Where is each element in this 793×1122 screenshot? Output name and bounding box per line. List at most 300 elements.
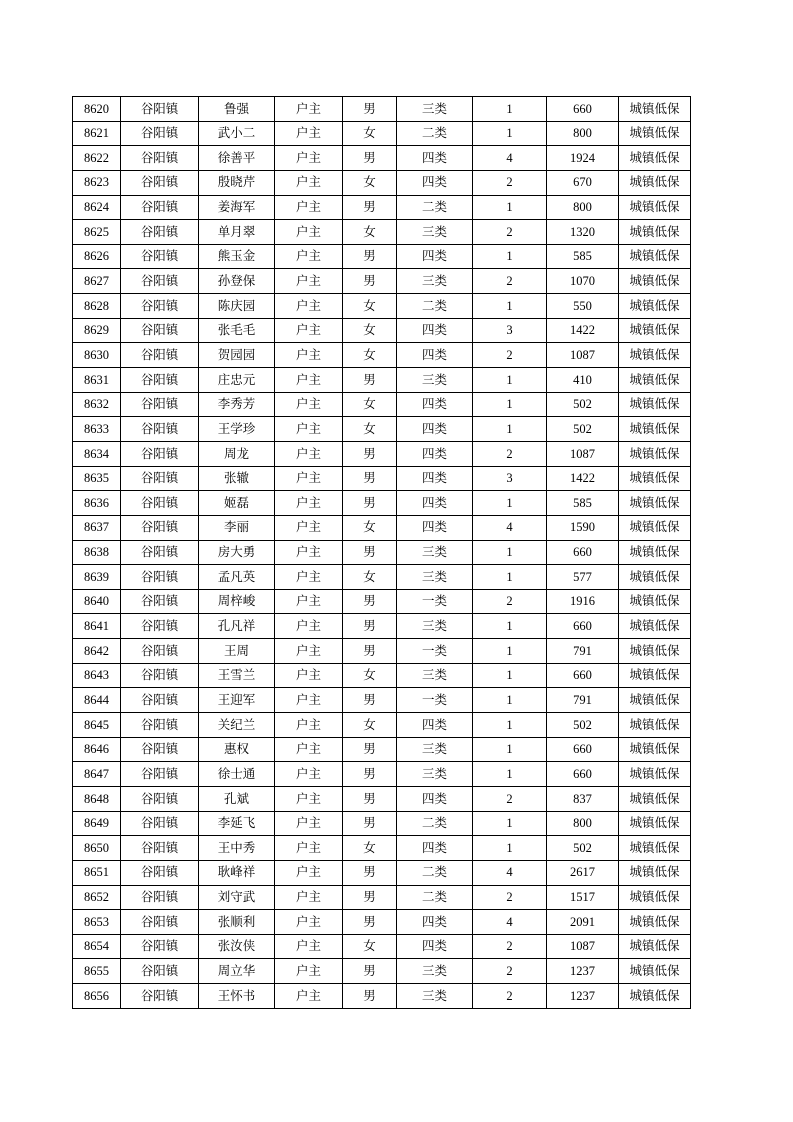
cell-gender: 男 [343,589,397,614]
cell-gender: 男 [343,860,397,885]
cell-name: 周龙 [199,441,275,466]
cell-relation: 户主 [275,639,343,664]
cell-category: 二类 [397,121,473,146]
cell-household-size: 2 [473,441,547,466]
cell-relation: 户主 [275,368,343,393]
cell-amount: 1087 [547,934,619,959]
table-row [73,146,691,171]
cell-household-size: 4 [473,146,547,171]
cell-category: 四类 [397,786,473,811]
cell-row-number: 8631 [73,368,121,393]
cell-amount: 1070 [547,269,619,294]
cell-amount: 577 [547,565,619,590]
cell-relation: 户主 [275,934,343,959]
cell-gender: 女 [343,121,397,146]
cell-assistance-type: 城镇低保 [619,737,691,762]
table-row [73,441,691,466]
table-row [73,688,691,713]
cell-relation: 户主 [275,885,343,910]
cell-amount: 2617 [547,860,619,885]
cell-category: 四类 [397,146,473,171]
cell-household-size: 2 [473,984,547,1009]
cell-amount: 791 [547,639,619,664]
cell-gender: 女 [343,713,397,738]
cell-town: 谷阳镇 [121,910,199,935]
cell-household-size: 1 [473,688,547,713]
cell-household-size: 1 [473,97,547,122]
cell-town: 谷阳镇 [121,713,199,738]
cell-row-number: 8648 [73,786,121,811]
cell-town: 谷阳镇 [121,417,199,442]
cell-household-size: 2 [473,786,547,811]
cell-relation: 户主 [275,441,343,466]
cell-row-number: 8633 [73,417,121,442]
table-row [73,170,691,195]
cell-assistance-type: 城镇低保 [619,565,691,590]
cell-amount: 502 [547,392,619,417]
cell-assistance-type: 城镇低保 [619,910,691,935]
cell-amount: 1087 [547,441,619,466]
cell-category: 四类 [397,910,473,935]
cell-assistance-type: 城镇低保 [619,515,691,540]
cell-town: 谷阳镇 [121,392,199,417]
cell-household-size: 1 [473,663,547,688]
cell-town: 谷阳镇 [121,565,199,590]
cell-town: 谷阳镇 [121,466,199,491]
cell-gender: 男 [343,639,397,664]
cell-relation: 户主 [275,170,343,195]
cell-name: 徐善平 [199,146,275,171]
cell-gender: 女 [343,515,397,540]
cell-row-number: 8634 [73,441,121,466]
cell-town: 谷阳镇 [121,343,199,368]
cell-amount: 791 [547,688,619,713]
cell-household-size: 1 [473,836,547,861]
cell-relation: 户主 [275,195,343,220]
cell-relation: 户主 [275,318,343,343]
cell-household-size: 2 [473,343,547,368]
table-row [73,121,691,146]
cell-name: 庄忠元 [199,368,275,393]
cell-amount: 502 [547,836,619,861]
table-row [73,860,691,885]
cell-household-size: 2 [473,269,547,294]
cell-amount: 660 [547,540,619,565]
cell-assistance-type: 城镇低保 [619,762,691,787]
cell-relation: 户主 [275,491,343,516]
cell-category: 四类 [397,170,473,195]
cell-category: 四类 [397,466,473,491]
cell-household-size: 3 [473,318,547,343]
table-row [73,392,691,417]
cell-gender: 男 [343,491,397,516]
table-row [73,565,691,590]
cell-name: 陈庆园 [199,294,275,319]
table-row [73,589,691,614]
cell-household-size: 1 [473,368,547,393]
cell-gender: 男 [343,688,397,713]
cell-relation: 户主 [275,713,343,738]
cell-household-size: 2 [473,959,547,984]
cell-gender: 男 [343,269,397,294]
cell-category: 二类 [397,811,473,836]
cell-row-number: 8656 [73,984,121,1009]
cell-name: 贺园园 [199,343,275,368]
cell-row-number: 8649 [73,811,121,836]
cell-category: 三类 [397,614,473,639]
cell-amount: 585 [547,491,619,516]
cell-name: 张汝侠 [199,934,275,959]
cell-name: 单月翠 [199,220,275,245]
table-row [73,417,691,442]
cell-row-number: 8647 [73,762,121,787]
cell-town: 谷阳镇 [121,811,199,836]
cell-name: 张毛毛 [199,318,275,343]
cell-relation: 户主 [275,269,343,294]
cell-amount: 1916 [547,589,619,614]
cell-town: 谷阳镇 [121,762,199,787]
cell-name: 房大勇 [199,540,275,565]
cell-assistance-type: 城镇低保 [619,244,691,269]
cell-assistance-type: 城镇低保 [619,589,691,614]
cell-row-number: 8626 [73,244,121,269]
cell-relation: 户主 [275,220,343,245]
table-row [73,491,691,516]
cell-category: 三类 [397,97,473,122]
table-row [73,811,691,836]
cell-relation: 户主 [275,663,343,688]
cell-town: 谷阳镇 [121,959,199,984]
cell-assistance-type: 城镇低保 [619,269,691,294]
cell-name: 张顺利 [199,910,275,935]
cell-category: 四类 [397,343,473,368]
cell-category: 三类 [397,959,473,984]
cell-assistance-type: 城镇低保 [619,614,691,639]
cell-category: 三类 [397,368,473,393]
cell-town: 谷阳镇 [121,491,199,516]
cell-name: 王中秀 [199,836,275,861]
cell-category: 四类 [397,318,473,343]
cell-amount: 1320 [547,220,619,245]
cell-row-number: 8635 [73,466,121,491]
cell-town: 谷阳镇 [121,663,199,688]
cell-assistance-type: 城镇低保 [619,540,691,565]
cell-assistance-type: 城镇低保 [619,688,691,713]
cell-name: 李丽 [199,515,275,540]
cell-relation: 户主 [275,910,343,935]
cell-row-number: 8641 [73,614,121,639]
cell-amount: 800 [547,121,619,146]
table-row [73,737,691,762]
cell-row-number: 8621 [73,121,121,146]
cell-relation: 户主 [275,737,343,762]
cell-town: 谷阳镇 [121,294,199,319]
cell-name: 王周 [199,639,275,664]
cell-category: 三类 [397,269,473,294]
cell-category: 四类 [397,441,473,466]
cell-row-number: 8638 [73,540,121,565]
cell-town: 谷阳镇 [121,195,199,220]
cell-household-size: 1 [473,392,547,417]
cell-name: 关纪兰 [199,713,275,738]
cell-gender: 男 [343,195,397,220]
cell-household-size: 2 [473,170,547,195]
cell-name: 孔凡祥 [199,614,275,639]
table-row [73,786,691,811]
table-row [73,934,691,959]
cell-amount: 550 [547,294,619,319]
cell-amount: 1237 [547,984,619,1009]
cell-name: 姜海军 [199,195,275,220]
cell-gender: 男 [343,910,397,935]
cell-row-number: 8628 [73,294,121,319]
cell-row-number: 8637 [73,515,121,540]
cell-household-size: 3 [473,466,547,491]
cell-amount: 670 [547,170,619,195]
table-row [73,343,691,368]
cell-category: 四类 [397,713,473,738]
cell-row-number: 8646 [73,737,121,762]
cell-gender: 男 [343,97,397,122]
cell-category: 二类 [397,195,473,220]
table-row [73,959,691,984]
cell-name: 周梓峻 [199,589,275,614]
cell-name: 王迎军 [199,688,275,713]
table-row [73,466,691,491]
cell-town: 谷阳镇 [121,170,199,195]
table-row [73,540,691,565]
cell-gender: 女 [343,392,397,417]
cell-household-size: 1 [473,121,547,146]
cell-town: 谷阳镇 [121,318,199,343]
cell-assistance-type: 城镇低保 [619,959,691,984]
cell-row-number: 8627 [73,269,121,294]
cell-household-size: 4 [473,910,547,935]
cell-gender: 女 [343,294,397,319]
cell-gender: 男 [343,762,397,787]
cell-town: 谷阳镇 [121,441,199,466]
cell-assistance-type: 城镇低保 [619,220,691,245]
cell-gender: 男 [343,786,397,811]
cell-town: 谷阳镇 [121,688,199,713]
table-row [73,294,691,319]
cell-gender: 女 [343,343,397,368]
cell-category: 四类 [397,515,473,540]
cell-town: 谷阳镇 [121,515,199,540]
cell-name: 王雪兰 [199,663,275,688]
cell-relation: 户主 [275,614,343,639]
cell-category: 四类 [397,244,473,269]
table-row [73,515,691,540]
cell-assistance-type: 城镇低保 [619,639,691,664]
cell-name: 惠权 [199,737,275,762]
cell-category: 三类 [397,984,473,1009]
cell-amount: 502 [547,713,619,738]
cell-household-size: 2 [473,589,547,614]
cell-household-size: 4 [473,515,547,540]
cell-town: 谷阳镇 [121,368,199,393]
welfare-roster-table [72,96,691,1009]
cell-category: 四类 [397,934,473,959]
cell-relation: 户主 [275,244,343,269]
table-row [73,910,691,935]
cell-row-number: 8632 [73,392,121,417]
cell-amount: 585 [547,244,619,269]
cell-amount: 660 [547,614,619,639]
cell-row-number: 8655 [73,959,121,984]
cell-town: 谷阳镇 [121,639,199,664]
cell-gender: 男 [343,466,397,491]
cell-assistance-type: 城镇低保 [619,392,691,417]
cell-household-size: 1 [473,294,547,319]
cell-amount: 1590 [547,515,619,540]
table-row [73,244,691,269]
cell-town: 谷阳镇 [121,614,199,639]
cell-row-number: 8640 [73,589,121,614]
cell-name: 耿峰祥 [199,860,275,885]
cell-category: 三类 [397,762,473,787]
cell-relation: 户主 [275,466,343,491]
cell-assistance-type: 城镇低保 [619,121,691,146]
cell-category: 四类 [397,836,473,861]
cell-assistance-type: 城镇低保 [619,713,691,738]
cell-amount: 502 [547,417,619,442]
cell-amount: 660 [547,97,619,122]
cell-category: 三类 [397,737,473,762]
cell-name: 王学珍 [199,417,275,442]
cell-amount: 800 [547,195,619,220]
cell-relation: 户主 [275,688,343,713]
table-row [73,269,691,294]
cell-assistance-type: 城镇低保 [619,786,691,811]
cell-relation: 户主 [275,811,343,836]
cell-category: 三类 [397,540,473,565]
cell-category: 四类 [397,491,473,516]
cell-category: 一类 [397,688,473,713]
cell-town: 谷阳镇 [121,737,199,762]
cell-gender: 女 [343,663,397,688]
cell-relation: 户主 [275,121,343,146]
cell-name: 周立华 [199,959,275,984]
cell-assistance-type: 城镇低保 [619,984,691,1009]
table-body [73,97,691,1009]
cell-household-size: 1 [473,811,547,836]
cell-name: 徐士通 [199,762,275,787]
table-row [73,614,691,639]
cell-gender: 女 [343,934,397,959]
cell-household-size: 1 [473,614,547,639]
cell-name: 熊玉金 [199,244,275,269]
cell-gender: 女 [343,417,397,442]
cell-row-number: 8653 [73,910,121,935]
cell-relation: 户主 [275,860,343,885]
cell-relation: 户主 [275,343,343,368]
cell-assistance-type: 城镇低保 [619,836,691,861]
cell-name: 李延飞 [199,811,275,836]
cell-amount: 410 [547,368,619,393]
cell-category: 三类 [397,663,473,688]
cell-amount: 2091 [547,910,619,935]
cell-row-number: 8622 [73,146,121,171]
table-row [73,97,691,122]
cell-assistance-type: 城镇低保 [619,885,691,910]
cell-town: 谷阳镇 [121,860,199,885]
cell-amount: 1422 [547,318,619,343]
cell-household-size: 1 [473,762,547,787]
cell-town: 谷阳镇 [121,836,199,861]
cell-town: 谷阳镇 [121,589,199,614]
cell-assistance-type: 城镇低保 [619,663,691,688]
cell-amount: 1237 [547,959,619,984]
cell-amount: 800 [547,811,619,836]
cell-gender: 男 [343,244,397,269]
cell-name: 刘守武 [199,885,275,910]
cell-town: 谷阳镇 [121,934,199,959]
cell-gender: 女 [343,836,397,861]
cell-relation: 户主 [275,146,343,171]
cell-town: 谷阳镇 [121,97,199,122]
cell-household-size: 1 [473,737,547,762]
cell-assistance-type: 城镇低保 [619,934,691,959]
cell-category: 二类 [397,860,473,885]
cell-amount: 1087 [547,343,619,368]
cell-category: 一类 [397,589,473,614]
cell-category: 二类 [397,885,473,910]
cell-gender: 男 [343,368,397,393]
cell-amount: 1517 [547,885,619,910]
table-row [73,984,691,1009]
cell-assistance-type: 城镇低保 [619,491,691,516]
cell-assistance-type: 城镇低保 [619,318,691,343]
cell-gender: 男 [343,540,397,565]
cell-row-number: 8623 [73,170,121,195]
cell-row-number: 8642 [73,639,121,664]
cell-assistance-type: 城镇低保 [619,368,691,393]
table-row [73,639,691,664]
table-row [73,220,691,245]
table-row [73,368,691,393]
cell-gender: 男 [343,811,397,836]
cell-household-size: 1 [473,540,547,565]
cell-relation: 户主 [275,392,343,417]
cell-household-size: 1 [473,244,547,269]
cell-row-number: 8625 [73,220,121,245]
cell-town: 谷阳镇 [121,540,199,565]
cell-name: 王怀书 [199,984,275,1009]
cell-town: 谷阳镇 [121,984,199,1009]
cell-household-size: 1 [473,491,547,516]
cell-assistance-type: 城镇低保 [619,146,691,171]
cell-assistance-type: 城镇低保 [619,170,691,195]
cell-assistance-type: 城镇低保 [619,343,691,368]
table-row [73,885,691,910]
cell-gender: 女 [343,170,397,195]
cell-row-number: 8651 [73,860,121,885]
cell-gender: 女 [343,565,397,590]
table-row [73,836,691,861]
cell-town: 谷阳镇 [121,269,199,294]
cell-relation: 户主 [275,294,343,319]
cell-row-number: 8644 [73,688,121,713]
cell-assistance-type: 城镇低保 [619,860,691,885]
cell-row-number: 8636 [73,491,121,516]
cell-row-number: 8620 [73,97,121,122]
cell-row-number: 8624 [73,195,121,220]
cell-gender: 男 [343,614,397,639]
cell-name: 姬磊 [199,491,275,516]
cell-gender: 女 [343,220,397,245]
cell-assistance-type: 城镇低保 [619,417,691,442]
